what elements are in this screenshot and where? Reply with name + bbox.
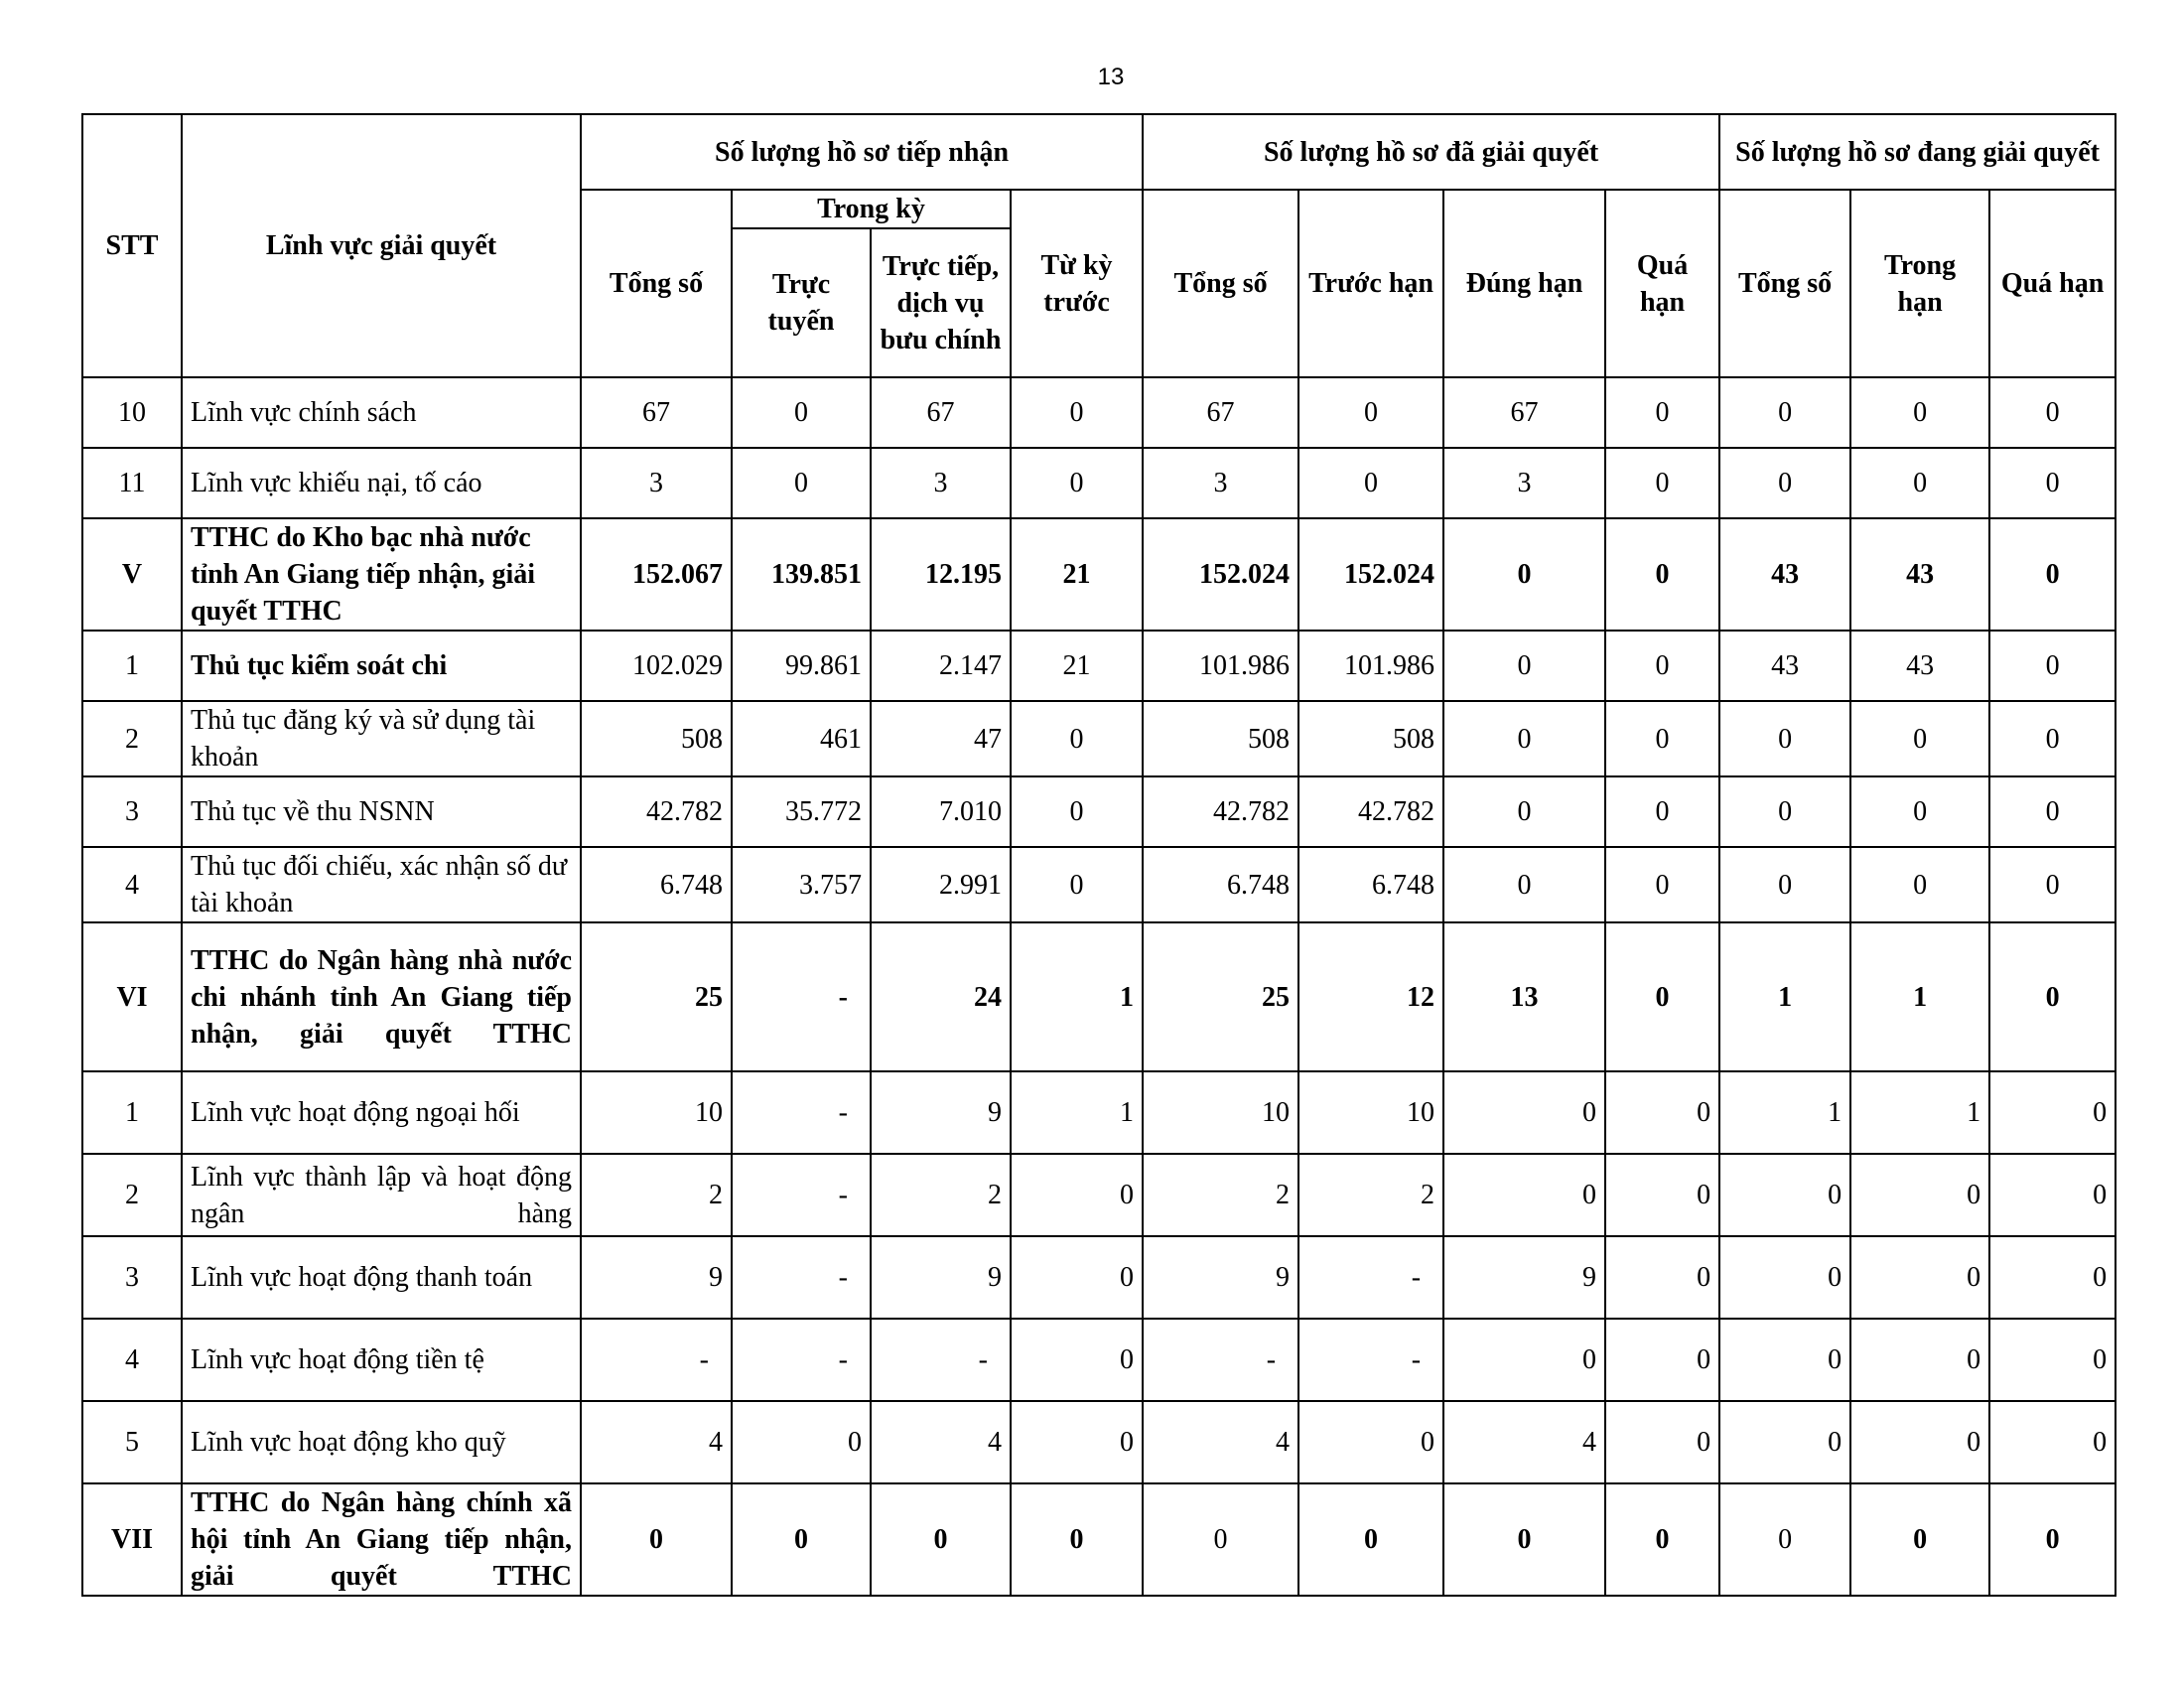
- cell: 3: [1443, 448, 1605, 518]
- cell: 0: [1605, 377, 1719, 448]
- cell: 0: [1605, 631, 1719, 701]
- cell: -: [732, 1236, 871, 1319]
- cell: 0: [1011, 1154, 1143, 1236]
- cell: 0: [1850, 1319, 1989, 1401]
- cell: 6.748: [1143, 847, 1298, 922]
- cell: 0: [1443, 1483, 1605, 1596]
- cell: 4: [871, 1401, 1011, 1483]
- cell: 0: [1011, 1319, 1143, 1401]
- cell: 4: [1143, 1401, 1298, 1483]
- cell: 0: [1989, 518, 2116, 631]
- cell: 102.029: [581, 631, 732, 701]
- cell: 0: [1719, 1236, 1850, 1319]
- cell: 21: [1011, 518, 1143, 631]
- cell: 0: [1143, 1483, 1298, 1596]
- cell: 1: [1850, 1071, 1989, 1154]
- cell: 0: [1989, 922, 2116, 1071]
- cell: 42.782: [1298, 776, 1443, 847]
- cell: 2.991: [871, 847, 1011, 922]
- header-pending-overdue: Quá hạn: [1989, 190, 2116, 377]
- cell: 0: [1298, 1401, 1443, 1483]
- cell: 0: [1719, 377, 1850, 448]
- cell: 12.195: [871, 518, 1011, 631]
- cell: -: [732, 1319, 871, 1401]
- cell: 13: [1443, 922, 1605, 1071]
- cell: 4: [1443, 1401, 1605, 1483]
- row-stt: VI: [82, 922, 182, 1071]
- table-row: [82, 847, 2116, 922]
- cell: 1: [1011, 922, 1143, 1071]
- cell: -: [1298, 1236, 1443, 1319]
- cell: 43: [1719, 631, 1850, 701]
- cell: -: [871, 1319, 1011, 1401]
- cell: 0: [1298, 448, 1443, 518]
- cell: 0: [1605, 1071, 1719, 1154]
- cell: 1: [1011, 1071, 1143, 1154]
- cell: 0: [1605, 448, 1719, 518]
- cell: 0: [1298, 377, 1443, 448]
- cell: 0: [1989, 1401, 2116, 1483]
- cell: 508: [581, 701, 732, 776]
- table-row: [82, 1236, 2116, 1319]
- table-row: [82, 1071, 2116, 1154]
- cell: 0: [1850, 1154, 1989, 1236]
- row-name: Lĩnh vực hoạt động ngoại hối: [182, 1071, 581, 1154]
- cell: 0: [1719, 1483, 1850, 1596]
- cell: 0: [1605, 1319, 1719, 1401]
- cell: 0: [1443, 631, 1605, 701]
- cell: 0: [1719, 701, 1850, 776]
- row-name: Lĩnh vực hoạt động tiền tệ: [182, 1319, 581, 1401]
- cell: 43: [1850, 518, 1989, 631]
- row-stt: VII: [82, 1483, 182, 1596]
- cell: 0: [1443, 1154, 1605, 1236]
- header-overdue: Quá hạn: [1605, 190, 1719, 377]
- cell: 0: [1989, 1154, 2116, 1236]
- header-on-time: Đúng hạn: [1443, 190, 1605, 377]
- cell: 0: [1011, 776, 1143, 847]
- cell: 0: [1719, 1154, 1850, 1236]
- cell: 6.748: [1298, 847, 1443, 922]
- page-number: 13: [1097, 64, 1125, 90]
- table-row-section: [82, 1483, 2116, 1596]
- cell: 461: [732, 701, 871, 776]
- cell: 1: [1719, 922, 1850, 1071]
- cell: 0: [1719, 448, 1850, 518]
- cell: 0: [1443, 847, 1605, 922]
- table-row: [82, 1401, 2116, 1483]
- table-row: [82, 1154, 2116, 1236]
- cell: 0: [1605, 1236, 1719, 1319]
- header-linh-vuc: Lĩnh vực giải quyết: [182, 114, 581, 377]
- cell: 0: [1011, 448, 1143, 518]
- cell: 0: [1605, 518, 1719, 631]
- cell: 0: [1989, 847, 2116, 922]
- cell: 0: [1011, 377, 1143, 448]
- cell: 10: [1143, 1071, 1298, 1154]
- cell: 0: [1443, 701, 1605, 776]
- cell: 43: [1719, 518, 1850, 631]
- cell: 67: [1443, 377, 1605, 448]
- cell: 0: [1719, 1401, 1850, 1483]
- cell: 3: [581, 448, 732, 518]
- row-name: Lĩnh vực khiếu nại, tố cáo: [182, 448, 581, 518]
- cell: 2.147: [871, 631, 1011, 701]
- cell: 3: [1143, 448, 1298, 518]
- header-pending-total: Tổng số: [1719, 190, 1850, 377]
- cell: -: [732, 1071, 871, 1154]
- cell: 0: [1989, 776, 2116, 847]
- cell: 0: [581, 1483, 732, 1596]
- cell: 0: [1011, 1401, 1143, 1483]
- row-stt: 1: [82, 631, 182, 701]
- cell: 99.861: [732, 631, 871, 701]
- cell: 0: [1850, 701, 1989, 776]
- cell: 0: [732, 448, 871, 518]
- header-from-previous: Từ kỳ trước: [1011, 190, 1143, 377]
- cell: 0: [1989, 1483, 2116, 1596]
- cell: 0: [1989, 377, 2116, 448]
- cell: 47: [871, 701, 1011, 776]
- cell: 0: [1443, 1319, 1605, 1401]
- cell: 0: [732, 1483, 871, 1596]
- cell: 2: [1143, 1154, 1298, 1236]
- cell: 9: [871, 1236, 1011, 1319]
- header-direct-postal: Trực tiếp, dịch vụ bưu chính: [871, 228, 1011, 377]
- cell: 0: [1719, 776, 1850, 847]
- row-name: TTHC do Ngân hàng nhà nước chi nhánh tỉnh An Giang tiếp nhận, giải quyết TTHC: [182, 922, 581, 1071]
- cell: 0: [1719, 1319, 1850, 1401]
- header-within-deadline: Trong hạn: [1850, 190, 1989, 377]
- header-resolved-total: Tổng số: [1143, 190, 1298, 377]
- report-table: [81, 113, 2116, 1597]
- row-stt: 1: [82, 1071, 182, 1154]
- cell: 2: [581, 1154, 732, 1236]
- header-group-pending: Số lượng hồ sơ đang giải quyết: [1719, 114, 2116, 190]
- cell: -: [1298, 1319, 1443, 1401]
- cell: 508: [1298, 701, 1443, 776]
- cell: 43: [1850, 631, 1989, 701]
- cell: 139.851: [732, 518, 871, 631]
- cell: 12: [1298, 922, 1443, 1071]
- cell: 67: [581, 377, 732, 448]
- table-row: [82, 1319, 2116, 1401]
- cell: 1: [1850, 922, 1989, 1071]
- cell: 0: [1443, 776, 1605, 847]
- row-name: TTHC do Kho bạc nhà nước tỉnh An Giang tiếp nhận, giải quyết TTHC: [182, 518, 581, 631]
- cell: 2: [1298, 1154, 1443, 1236]
- row-name: Thủ tục đối chiếu, xác nhận số dư tài khoản: [182, 847, 581, 922]
- cell: -: [732, 1154, 871, 1236]
- cell: 0: [1989, 448, 2116, 518]
- cell: 42.782: [1143, 776, 1298, 847]
- cell: 0: [1989, 1319, 2116, 1401]
- cell: 508: [1143, 701, 1298, 776]
- row-stt: 11: [82, 448, 182, 518]
- cell: 101.986: [1298, 631, 1443, 701]
- cell: 25: [1143, 922, 1298, 1071]
- cell: 4: [581, 1401, 732, 1483]
- cell: 24: [871, 922, 1011, 1071]
- cell: 2: [871, 1154, 1011, 1236]
- row-name: Lĩnh vực thành lập và hoạt động ngân hàng: [182, 1154, 581, 1236]
- cell: 67: [871, 377, 1011, 448]
- cell: 0: [1850, 1483, 1989, 1596]
- cell: 0: [1850, 776, 1989, 847]
- cell: 0: [1989, 631, 2116, 701]
- cell: 0: [1850, 1401, 1989, 1483]
- table-row: [82, 631, 2116, 701]
- row-name: Thủ tục về thu NSNN: [182, 776, 581, 847]
- cell: 0: [1850, 847, 1989, 922]
- table-row: [82, 776, 2116, 847]
- cell: 0: [1011, 1483, 1143, 1596]
- cell: -: [581, 1319, 732, 1401]
- cell: 9: [1443, 1236, 1605, 1319]
- row-stt: 2: [82, 1154, 182, 1236]
- cell: 6.748: [581, 847, 732, 922]
- cell: 0: [871, 1483, 1011, 1596]
- cell: 42.782: [581, 776, 732, 847]
- cell: 0: [1298, 1483, 1443, 1596]
- cell: 152.024: [1143, 518, 1298, 631]
- cell: 9: [581, 1236, 732, 1319]
- row-name: Lĩnh vực hoạt động kho quỹ: [182, 1401, 581, 1483]
- cell: 10: [1298, 1071, 1443, 1154]
- cell: 0: [1989, 701, 2116, 776]
- row-name: Lĩnh vực chính sách: [182, 377, 581, 448]
- cell: 0: [1011, 847, 1143, 922]
- cell: 0: [1989, 1236, 2116, 1319]
- cell: 0: [1011, 1236, 1143, 1319]
- cell: 0: [1605, 1483, 1719, 1596]
- cell: 3: [871, 448, 1011, 518]
- cell: 0: [1719, 847, 1850, 922]
- row-stt: 3: [82, 776, 182, 847]
- cell: 101.986: [1143, 631, 1298, 701]
- table-row-section: [82, 922, 2116, 1071]
- header-stt: STT: [82, 114, 182, 377]
- cell: 1: [1719, 1071, 1850, 1154]
- cell: 0: [1850, 1236, 1989, 1319]
- cell: 9: [1143, 1236, 1298, 1319]
- cell: 152.067: [581, 518, 732, 631]
- cell: 0: [1443, 1071, 1605, 1154]
- cell: 3.757: [732, 847, 871, 922]
- row-stt: 4: [82, 1319, 182, 1401]
- cell: -: [732, 922, 871, 1071]
- row-stt: 10: [82, 377, 182, 448]
- cell: 7.010: [871, 776, 1011, 847]
- cell: 0: [1850, 448, 1989, 518]
- row-name: TTHC do Ngân hàng chính xã hội tỉnh An Giang tiếp nhận, giải quyết TTHC: [182, 1483, 581, 1596]
- cell: 25: [581, 922, 732, 1071]
- table-row: [82, 448, 2116, 518]
- row-stt: 5: [82, 1401, 182, 1483]
- cell: 152.024: [1298, 518, 1443, 631]
- cell: 21: [1011, 631, 1143, 701]
- cell: 0: [1850, 377, 1989, 448]
- header-group-resolved: Số lượng hồ sơ đã giải quyết: [1143, 114, 1719, 190]
- cell: 0: [732, 377, 871, 448]
- table-row: [82, 701, 2116, 776]
- table-row: [82, 377, 2116, 448]
- row-name: Thủ tục đăng ký và sử dụng tài khoản: [182, 701, 581, 776]
- cell: 0: [1605, 922, 1719, 1071]
- header-early: Trước hạn: [1298, 190, 1443, 377]
- cell: 0: [1605, 701, 1719, 776]
- header-trong-ky: Trong kỳ: [732, 190, 1011, 228]
- cell: -: [1143, 1319, 1298, 1401]
- cell: 0: [1443, 518, 1605, 631]
- cell: 0: [1605, 847, 1719, 922]
- cell: 0: [1605, 776, 1719, 847]
- cell: 0: [1605, 1154, 1719, 1236]
- header-received-total: Tổng số: [581, 190, 732, 377]
- table-row-section: [82, 518, 2116, 631]
- cell: 0: [1605, 1401, 1719, 1483]
- row-stt: 4: [82, 847, 182, 922]
- header-group-received: Số lượng hồ sơ tiếp nhận: [581, 114, 1143, 190]
- cell: 0: [1011, 701, 1143, 776]
- cell: 0: [1989, 1071, 2116, 1154]
- row-stt: 2: [82, 701, 182, 776]
- cell: 10: [581, 1071, 732, 1154]
- row-stt: V: [82, 518, 182, 631]
- header-online: Trực tuyến: [732, 228, 871, 377]
- cell: 9: [871, 1071, 1011, 1154]
- row-stt: 3: [82, 1236, 182, 1319]
- row-name: Thủ tục kiểm soát chi: [182, 631, 581, 701]
- cell: 35.772: [732, 776, 871, 847]
- row-name: Lĩnh vực hoạt động thanh toán: [182, 1236, 581, 1319]
- cell: 67: [1143, 377, 1298, 448]
- cell: 0: [732, 1401, 871, 1483]
